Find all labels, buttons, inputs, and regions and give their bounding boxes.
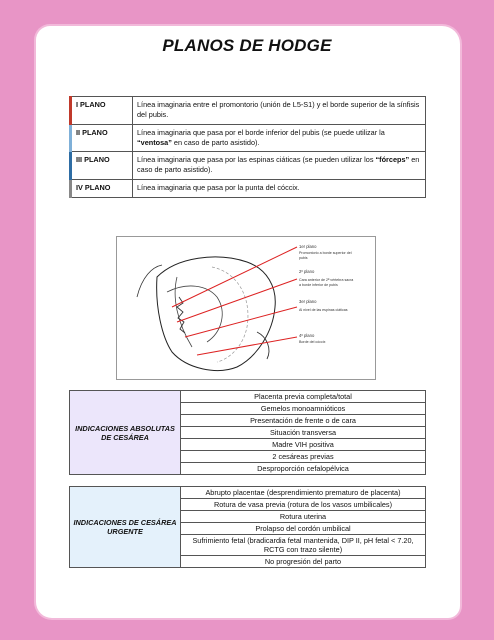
table-cell: Gemelos monoamnióticos: [181, 403, 426, 415]
table-row: [71, 152, 426, 180]
pelvis-illustration: [117, 237, 375, 379]
table-cell: Placenta previa completa/total: [181, 391, 426, 403]
table-cell: Sufrimiento fetal (bradicardia fetal mantenida, DIP II, pH fetal < 7.20, RCTG con trazo silente): [181, 535, 426, 556]
table-row: [71, 180, 426, 198]
plano-highlight: “ventosa”: [137, 137, 172, 147]
plane-line-2: [177, 279, 297, 322]
page-title: PLANOS DE HODGE: [162, 36, 332, 55]
diagram-label: Cara anterior de 2ª vértebra sacra: [299, 278, 354, 282]
plane-line-1: [172, 247, 297, 307]
table-heading: INDICACIONES DE CESÁREA URGENTE: [70, 487, 181, 568]
table-row: [70, 487, 426, 499]
pubis-sketch: [257, 332, 269, 359]
plano-description: [133, 124, 426, 152]
diagram-label: Borde del cóccix: [299, 340, 326, 344]
plano-text: Línea imaginaria que pasa por el borde inferior del pubis (se puede utilizar la: [137, 127, 385, 137]
fetal-head-dashed: [212, 267, 248, 362]
plane-line-4: [197, 337, 297, 355]
pelvis-outline: [157, 257, 276, 371]
plano-description: Línea imaginaria entre el promontorio (unión de L5-S1) y el borde superior de la sínfisis del pubis.: [133, 97, 426, 125]
plano-highlight: “fórceps”: [375, 155, 410, 165]
planos-table: [69, 96, 426, 198]
plano-label: III PLANO: [71, 152, 133, 180]
spine-sketch: [137, 265, 162, 297]
plano-description: [133, 152, 426, 180]
plano-description: Línea imaginaria que pasa por la punta del cóccix.: [133, 180, 426, 198]
diagram-label: 3er plano: [299, 299, 317, 304]
table-row: [70, 391, 426, 403]
plano-text: en caso de parto asistido).: [171, 137, 260, 147]
indicaciones-urgente-table: [69, 486, 426, 568]
table-cell: Rotura de vasa previa (rotura de los vasos umbilicales): [181, 499, 426, 511]
plano-label: II PLANO: [71, 124, 133, 152]
table-cell: 2 cesáreas previas: [181, 451, 426, 463]
diagram-label: 2º plano: [299, 269, 315, 274]
plano-label: I PLANO: [71, 97, 133, 125]
table-cell: Prolapso del cordón umbilical: [181, 523, 426, 535]
table-cell: No progresión del parto: [181, 556, 426, 568]
table-cell: Abrupto placentae (desprendimiento prematuro de placenta): [181, 487, 426, 499]
table-cell: Rotura uterina: [181, 511, 426, 523]
pelvis-diagram: [116, 236, 376, 380]
diagram-label: 1er plano: [299, 244, 317, 249]
table-row: [71, 97, 426, 125]
plano-label: IV PLANO: [71, 180, 133, 198]
table-heading: INDICACIONES ABSOLUTAS DE CESÁREA: [70, 391, 181, 475]
table-row: [71, 124, 426, 152]
diagram-label: a borde inferior de pubis: [299, 283, 338, 287]
table-cell: Madre VIH positiva: [181, 439, 426, 451]
indicaciones-absolutas-table: [69, 390, 426, 475]
diagram-label: Promontorio a borde superior del: [299, 251, 352, 255]
plane-line-3: [185, 307, 297, 337]
table-cell: Presentación de frente o de cara: [181, 415, 426, 427]
diagram-label: 4º plano: [299, 333, 315, 338]
diagram-label: pubis: [299, 256, 308, 260]
diagram-label: Al nivel de las espinas ciáticas: [299, 308, 348, 312]
plano-text: en caso de parto asistido).: [137, 155, 420, 175]
plano-text: Línea imaginaria que pasa por las espinas ciáticas (se pueden utilizar los: [137, 155, 376, 165]
table-cell: Situación transversa: [181, 427, 426, 439]
table-cell: Desproporción cefalopélvica: [181, 463, 426, 475]
